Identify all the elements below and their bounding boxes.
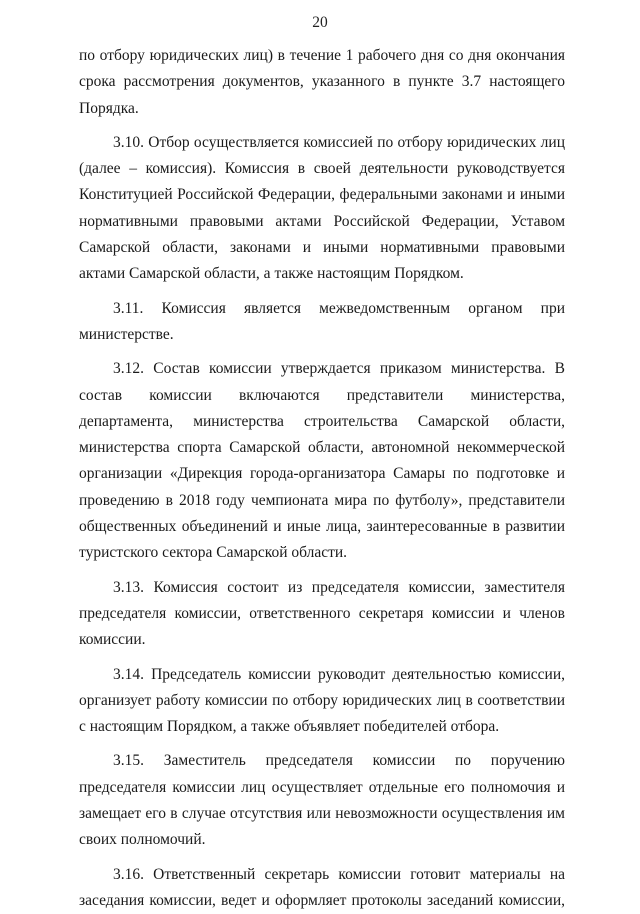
document-body: [79, 43, 565, 914]
paragraph-continuation: по отбору юридических лиц) в течение 1 рабочего дня со дня окончания срока рассмотрения документов, указанного в пункте 3.7 настоящего Порядка.: [79, 47, 565, 117]
paragraph-3-16: 3.16. Ответственный секретарь комиссии готовит материалы на заседания комиссии, ведет и оформляет протоколы заседаний комиссии,: [79, 865, 565, 909]
paragraph-3-11: 3.11. Комиссия является межведомственным органом при министерстве.: [79, 299, 565, 343]
paragraph-3-12: 3.12. Состав комиссии утверждается приказом министерства. В состав комиссии включаются представители министерства, департамента, министерства строительства Самарской области, министерства спорта Самарской области, автономной некоммерческой организации «Дирекция города-организатора Самары по подготовке и проведению в 2018 году чемпионата мира по футболу», представители общественных объединений и иные лица, заинтересованные в развитии туристского сектора Самарской области.: [79, 360, 565, 562]
page-number: 20: [312, 14, 328, 31]
paragraph-3-15: 3.15. Заместитель председателя комиссии по поручению председателя комиссии лиц осуществляет отдельные его полномочия и замещает его в случае отсутствия или невозможности осуществления им своих полномочий.: [79, 752, 565, 849]
paragraph-3-14: 3.14. Председатель комиссии руководит деятельностью комиссии, организует работу комиссии по отбору юридических лиц в соответствии с настоящим Порядком, а также объявляет победителей отбора.: [79, 665, 565, 736]
paragraph-3-10: 3.10. Отбор осуществляется комиссией по отбору юридических лиц (далее – комиссия). Комиссия в своей деятельности руководствуется Конституцией Российской Федерации, федеральными законами и иными нормативными правовыми актами Российской Федерации, Уставом Самарской области, законами и иными нормативными правовыми актами Самарской области, а также настоящим Порядком.: [79, 133, 565, 283]
paragraph-3-13: 3.13. Комиссия состоит из председателя комиссии, заместителя председателя комиссии, ответственного секретаря комиссии и членов комиссии.: [79, 578, 565, 649]
